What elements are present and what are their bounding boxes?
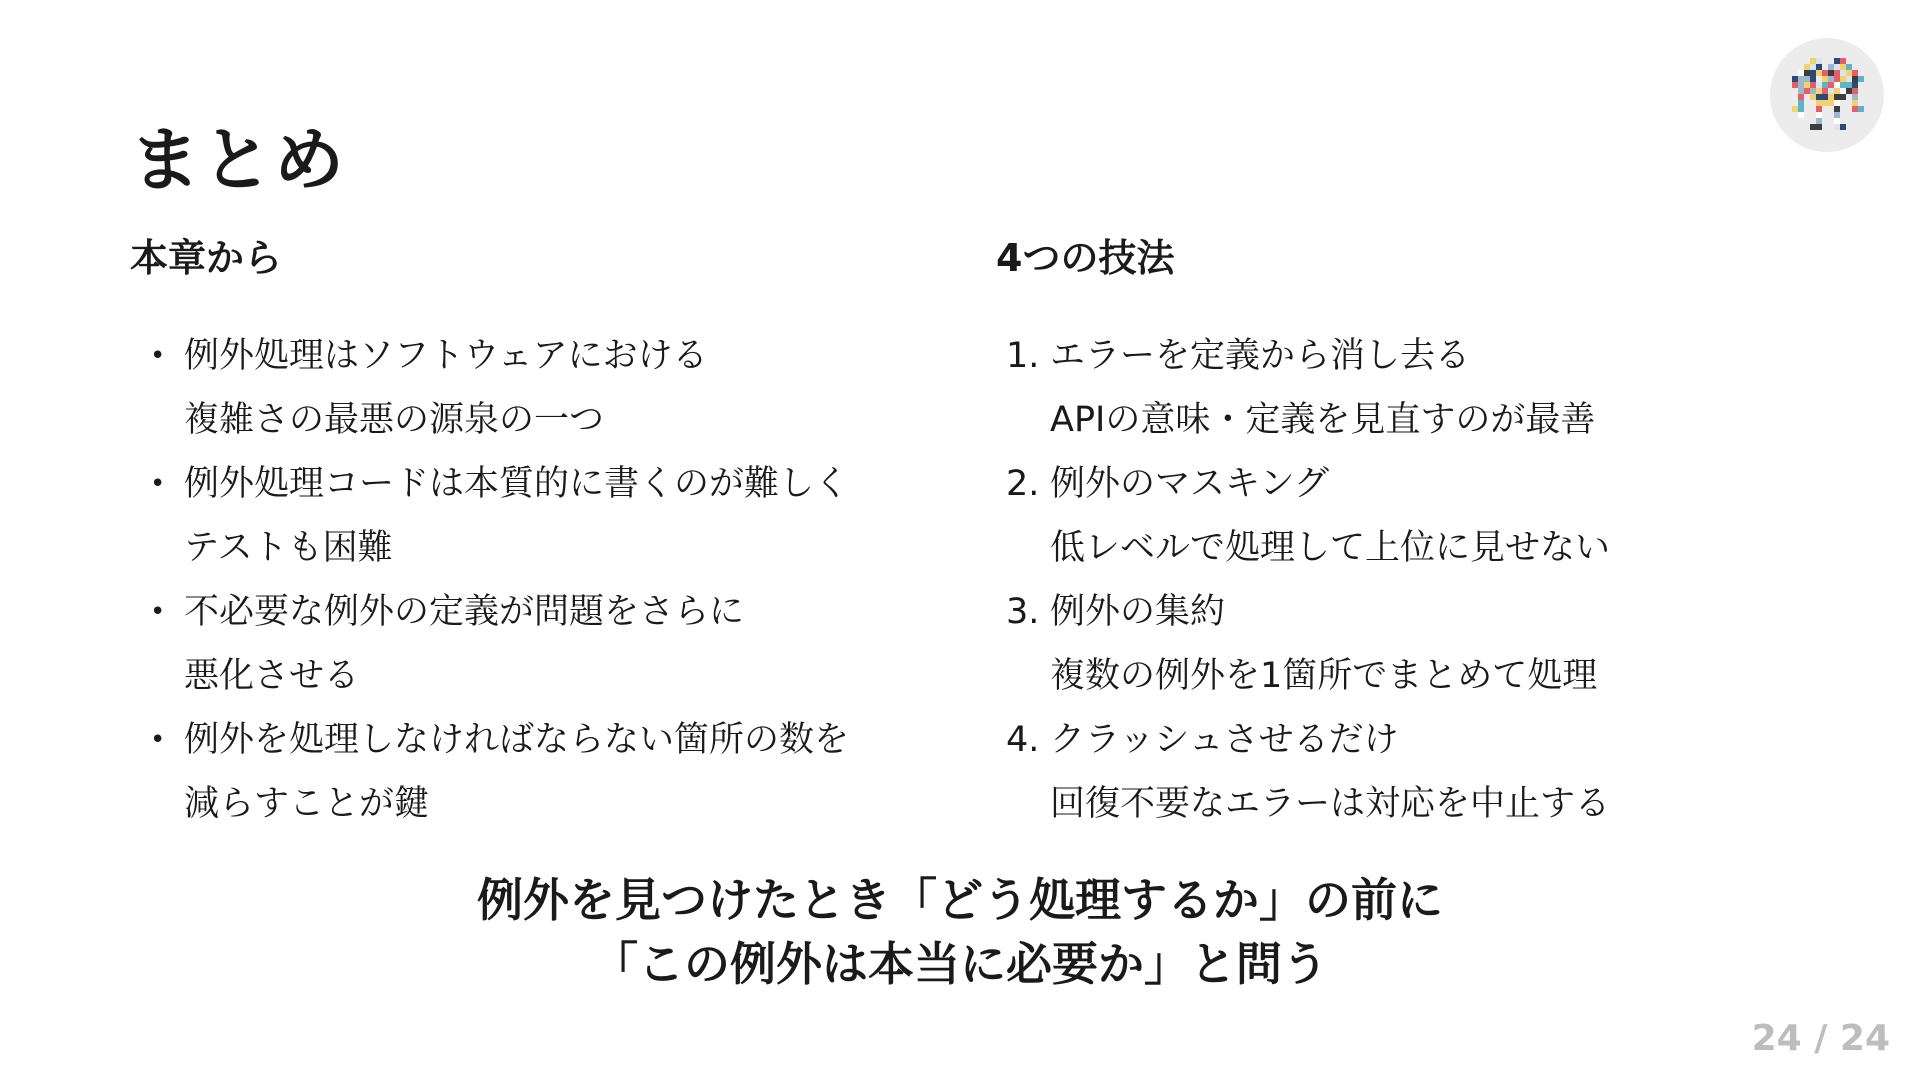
list-item-line: 例外の集約 xyxy=(1050,592,1226,632)
list-item-line: 低レベルで処理して上位に見せない xyxy=(1050,528,1611,568)
slide-title: まとめ xyxy=(130,119,346,201)
item-number: 1. xyxy=(1006,336,1040,376)
list-item xyxy=(130,324,950,452)
page-number: 24 / 24 xyxy=(1751,1018,1890,1059)
item-number: 3. xyxy=(1006,592,1040,632)
list-item-line: テストも困難 xyxy=(184,528,393,568)
item-number: 4. xyxy=(1006,720,1040,760)
chapter-summary-list xyxy=(130,324,950,836)
list-item-line: 複雑さの最悪の源泉の一つ xyxy=(184,400,605,440)
list-item xyxy=(996,708,1816,836)
item-number: 2. xyxy=(1006,464,1040,504)
bullet-marker: • xyxy=(150,469,166,499)
list-item-line: APIの意味・定義を見直すのが最善 xyxy=(1050,400,1596,440)
list-item xyxy=(996,452,1816,580)
conclusion-message xyxy=(0,868,1920,996)
list-item-line: 例外処理コードは本質的に書くのが難しく xyxy=(184,464,850,504)
chapter-summary-heading: 本章から xyxy=(130,236,283,280)
list-item-line: 回復不要なエラーは対応を中止する xyxy=(1050,784,1611,824)
chapter-summary-column xyxy=(130,232,950,836)
list-item xyxy=(130,452,950,580)
pixel-art-avatar-icon xyxy=(1770,38,1884,152)
list-item-line: 不必要な例外の定義が問題をさらに xyxy=(184,592,745,632)
techniques-list xyxy=(996,324,1816,836)
bullet-marker: • xyxy=(150,597,166,627)
bullet-marker: • xyxy=(150,341,166,371)
conclusion-line: 「この例外は本当に必要か」と問う xyxy=(592,937,1328,991)
list-item-line: 複数の例外を1箇所でまとめて処理 xyxy=(1050,656,1598,696)
conclusion-line: 例外を見つけたとき「どう処理するか」の前に xyxy=(477,873,1443,927)
list-item-line: エラーを定義から消し去る xyxy=(1050,336,1471,376)
list-item-line: 例外を処理しなければならない箇所の数を xyxy=(184,720,850,760)
list-item-line: クラッシュさせるだけ xyxy=(1050,720,1399,760)
list-item xyxy=(996,580,1816,708)
bullet-marker: • xyxy=(150,725,166,755)
list-item-line: 悪化させる xyxy=(184,656,360,696)
list-item-line: 例外のマスキング xyxy=(1050,464,1329,504)
list-item xyxy=(996,324,1816,452)
techniques-column xyxy=(996,232,1816,836)
list-item-line: 例外処理はソフトウェアにおける xyxy=(184,336,708,376)
list-item xyxy=(130,580,950,708)
list-item-line: 減らすことが鍵 xyxy=(184,784,430,824)
techniques-heading: 4つの技法 xyxy=(996,236,1175,280)
list-item xyxy=(130,708,950,836)
avatar xyxy=(1770,38,1884,152)
